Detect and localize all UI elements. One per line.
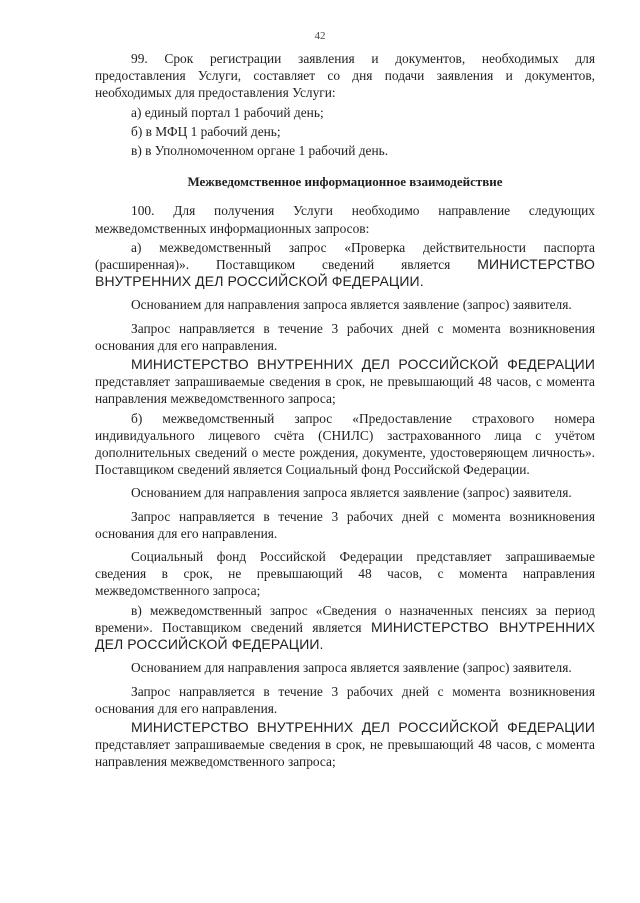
paragraph-text: Запрос направляется в течение 3 рабочих дней с момента возникновения основания для его направления. [95, 320, 595, 353]
paragraph-text: в) в Уполномоченном органе 1 рабочий день. [131, 143, 389, 159]
paragraph [95, 683, 595, 717]
paragraph-text: Основанием для направления запроса является заявление (запрос) заявителя. [131, 660, 572, 676]
paragraph [95, 508, 595, 542]
page-number: 42 [314, 30, 326, 42]
paragraph [95, 602, 595, 654]
paragraph [95, 142, 595, 159]
paragraph-text: 99. Срок регистрации заявления и документов, необходимых для предоставления Услуги, составляет со дня подачи заявления и документов, необходимых для предоставления Услуги: [95, 51, 595, 101]
paragraph [95, 548, 595, 600]
paragraph [95, 719, 595, 771]
paragraph [95, 104, 595, 121]
org-name: МИНИСТЕРСТВО ВНУТРЕННИХ ДЕЛ РОССИЙСКОЙ ФЕДЕРАЦИИ [131, 356, 595, 373]
org-name: МИНИСТЕРСТВО ВНУТРЕННИХ ДЕЛ РОССИЙСКОЙ ФЕДЕРАЦИИ [131, 718, 595, 735]
paragraph [95, 50, 595, 102]
paragraph [95, 320, 595, 354]
paragraph-text: Запрос направляется в течение 3 рабочих дней с момента возникновения основания для его направления. [95, 683, 595, 716]
paragraph-text: а) межведомственный запрос «Проверка действительности паспорта (расширенная)». Поставщиком сведений является [95, 239, 595, 273]
paragraph [95, 123, 595, 140]
paragraph-text: Социальный фонд Российской Федерации представляет запрашиваемые сведения в срок, не превышающий 48 часов, с момента направления межведомственного запроса; [95, 549, 595, 599]
paragraph-text: Основанием для направления запроса является заявление (запрос) заявителя. [131, 297, 572, 313]
paragraph-text: в) межведомственный запрос «Сведения о назначенных пенсиях за период времени». Поставщиком сведений является [95, 602, 595, 635]
document-body [95, 50, 595, 773]
paragraph-text: представляет запрашиваемые сведения в срок, не превышающий 48 часов, с момента направления межведомственного запроса; [95, 374, 595, 407]
paragraph-text: Запрос направляется в течение 3 рабочих дней с момента возникновения основания для его направления. [95, 508, 595, 541]
paragraph-text: б) межведомственный запрос «Предоставление страхового номера индивидуального лицевого счёта (СНИЛС) застрахованного лица с учётом дополнительных сведений о месте рождения, документе, удостоверяющем личность». Поставщиком сведений является Социальный фонд Российской Федерации. [95, 410, 595, 478]
paragraph [95, 356, 595, 408]
paragraph-text: 100. Для получения Услуги необходимо направление следующих межведомственных информационных запросов: [95, 203, 595, 236]
paragraph-text: Основанием для направления запроса является заявление (запрос) заявителя. [131, 485, 572, 501]
paragraph [95, 202, 595, 236]
org-name: МИНИСТЕРСТВО ВНУТРЕННИХ ДЕЛ РОССИЙСКОЙ ФЕДЕРАЦИИ. [95, 618, 596, 653]
paragraph [95, 410, 595, 479]
section-heading: Межведомственное информационное взаимодействие [187, 174, 503, 190]
org-name: МИНИСТЕРСТВО ВНУТРЕННИХ ДЕЛ РОССИЙСКОЙ ФЕДЕРАЦИИ. [95, 256, 595, 290]
paragraph [95, 239, 595, 291]
paragraph-text: а) единый портал 1 рабочий день; [131, 104, 324, 120]
paragraph [95, 296, 595, 313]
paragraph-text: б) в МФЦ 1 рабочий день; [131, 123, 281, 139]
paragraph [95, 659, 595, 676]
paragraph [95, 484, 595, 501]
paragraph-text: представляет запрашиваемые сведения в срок, не превышающий 48 часов, с момента направления межведомственного запроса; [95, 737, 595, 770]
